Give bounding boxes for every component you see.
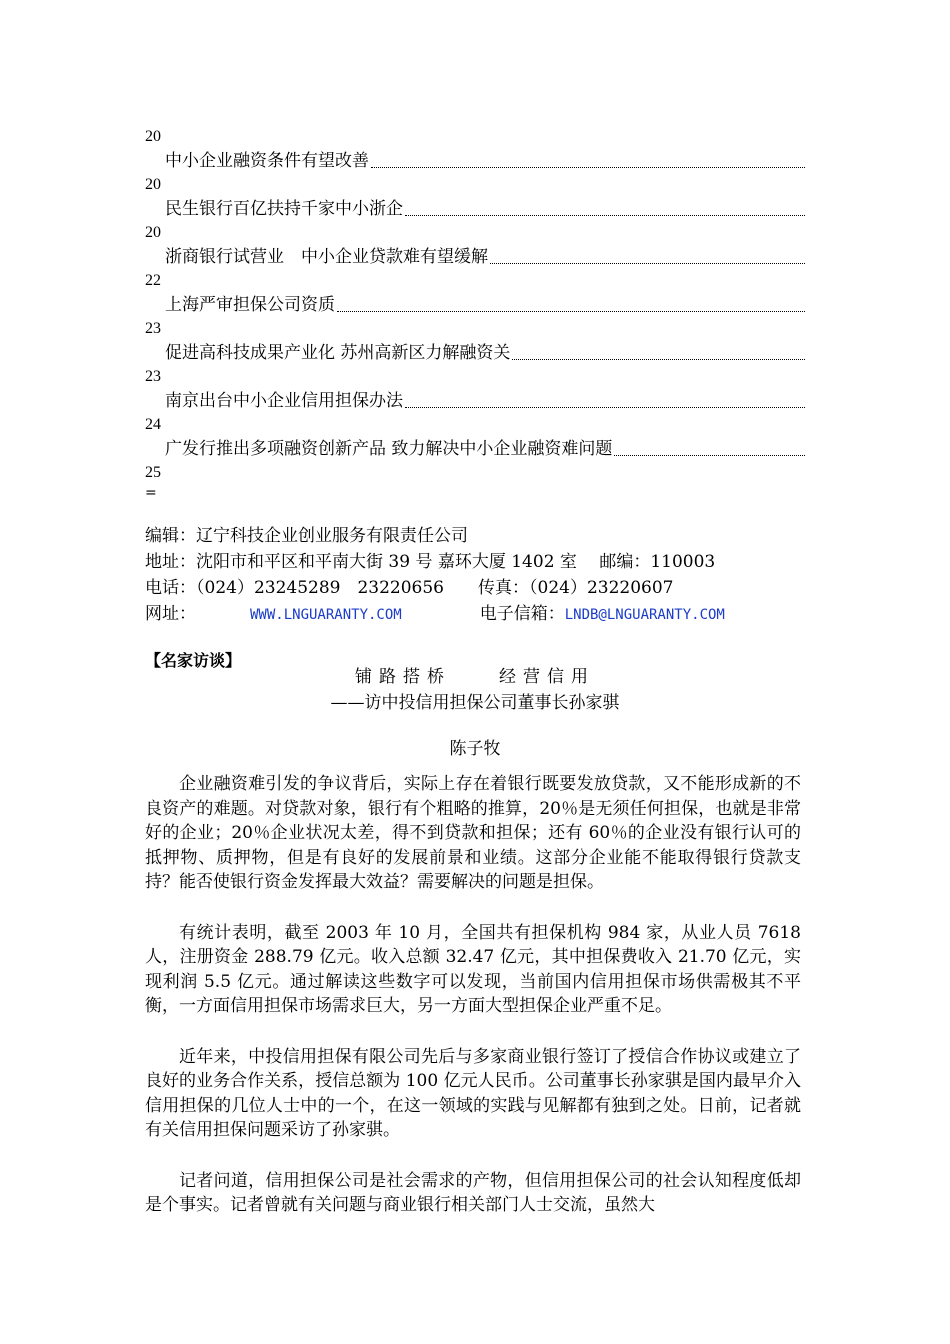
email-label: 电子信箱： — [479, 604, 565, 624]
toc-entry-title: 南京出台中小企业信用担保办法 — [165, 391, 403, 411]
toc-page-number: 23 — [145, 320, 161, 337]
toc-entry[interactable] — [145, 244, 805, 270]
section-tag: 【名家访谈】 — [145, 651, 242, 670]
phone-line: 电话：（024）23245289 23220656 传真：（024）23220607 — [145, 578, 674, 598]
toc-entry[interactable] — [145, 388, 805, 414]
toc-entry-title: 浙商银行试营业 中小企业贷款难有望缓解 — [165, 247, 488, 267]
article-paragraph: 记者问道，信用担保公司是社会需求的产物，但信用担保公司的社会认知程度低却是个事实。记者曾就有关问题与商业银行相关部门人士交流，虽然大 — [145, 1170, 801, 1215]
article-title-block — [145, 664, 805, 716]
toc-entry[interactable] — [145, 436, 805, 462]
toc-leader — [512, 358, 805, 360]
toc-entry-title: 中小企业融资条件有望改善 — [165, 151, 369, 171]
toc-leader — [337, 310, 805, 312]
email-link[interactable]: LNDB@LNGUARANTY.COM — [564, 607, 725, 623]
website-link[interactable]: WWW.LNGUARANTY.COM — [250, 607, 402, 623]
toc-page-number: 20 — [145, 128, 161, 145]
address-line: 地址：沈阳市和平区和平南大街 39 号 嘉环大厦 1402 室 邮编：110003 — [145, 552, 716, 572]
article-subtitle: ——访中投信用担保公司董事长孙家骐 — [330, 693, 620, 713]
toc-entry-title: 广发行推出多项融资创新产品 致力解决中小企业融资难问题 — [165, 439, 613, 459]
toc-entry-title: 上海严审担保公司资质 — [165, 295, 335, 315]
toc-entry[interactable] — [145, 196, 805, 222]
toc-page-number: 22 — [145, 272, 161, 289]
toc-leader — [405, 214, 805, 216]
toc-page-number: 25 — [145, 464, 161, 481]
article-paragraph: 企业融资难引发的争议背后，实际上存在着银行既要发放贷款，又不能形成新的不良资产的难题。对贷款对象，银行有个粗略的推算，20％是无须任何担保，也就是非常好的企业；20％企业状况太差，得不到贷款和担保；还有 60％的企业没有银行认可的抵押物、质押物，但是有良好的发展前景和业绩。这部分企业能不能取得银行贷款支持？能否使银行资金发挥最大效益？需要解决的问题是担保。 — [145, 774, 801, 892]
article-paragraph: 有统计表明，截至 2003 年 10 月，全国共有担保机构 984 家，从业人员 7618 人，注册资金 288.79 亿元。收入总额 32.47 亿元，其中担保费收入 21.70 亿元，实现利润 5.5 亿元。通过解读这些数字可以发现，当前国内信用担保市场供需极其不平衡，一方面信用担保市场需求巨大，另一方面大型担保企业严重不足。 — [145, 922, 801, 1016]
editor-line: 编辑：辽宁科技企业创业服务有限责任公司 — [145, 526, 468, 546]
web-label: 网址： — [145, 604, 196, 624]
toc-entry-title: 促进高科技成果产业化 苏州高新区力解融资关 — [165, 343, 511, 363]
toc-entry-title: 民生银行百亿扶持千家中小浙企 — [165, 199, 403, 219]
contact-block — [145, 523, 845, 627]
web-line — [145, 601, 845, 627]
toc-entry[interactable] — [145, 148, 805, 174]
table-of-contents — [145, 126, 805, 502]
toc-leader — [371, 166, 805, 168]
toc-leader — [405, 406, 805, 408]
article-author: 陈子牧 — [449, 739, 501, 759]
toc-entry[interactable] — [145, 340, 805, 366]
toc-page-number: 20 — [145, 224, 161, 241]
toc-page-number: 23 — [145, 368, 161, 385]
toc-page-number: 20 — [145, 176, 161, 193]
toc-leader — [490, 262, 805, 264]
toc-entry[interactable] — [145, 292, 805, 318]
article-body — [145, 772, 801, 1244]
separator: = — [145, 485, 157, 501]
toc-leader — [614, 454, 805, 456]
toc-page-number: 24 — [145, 416, 161, 433]
article-title: 铺路搭桥 经营信用 — [355, 667, 595, 687]
article-paragraph: 近年来，中投信用担保有限公司先后与多家商业银行签订了授信合作协议或建立了良好的业务合作关系，授信总额为 100 亿元人民币。公司董事长孙家骐是国内最早介入信用担保的几位人士中的一个，在这一领域的实践与见解都有独到之处。日前，记者就有关信用担保问题采访了孙家骐。 — [145, 1046, 801, 1140]
